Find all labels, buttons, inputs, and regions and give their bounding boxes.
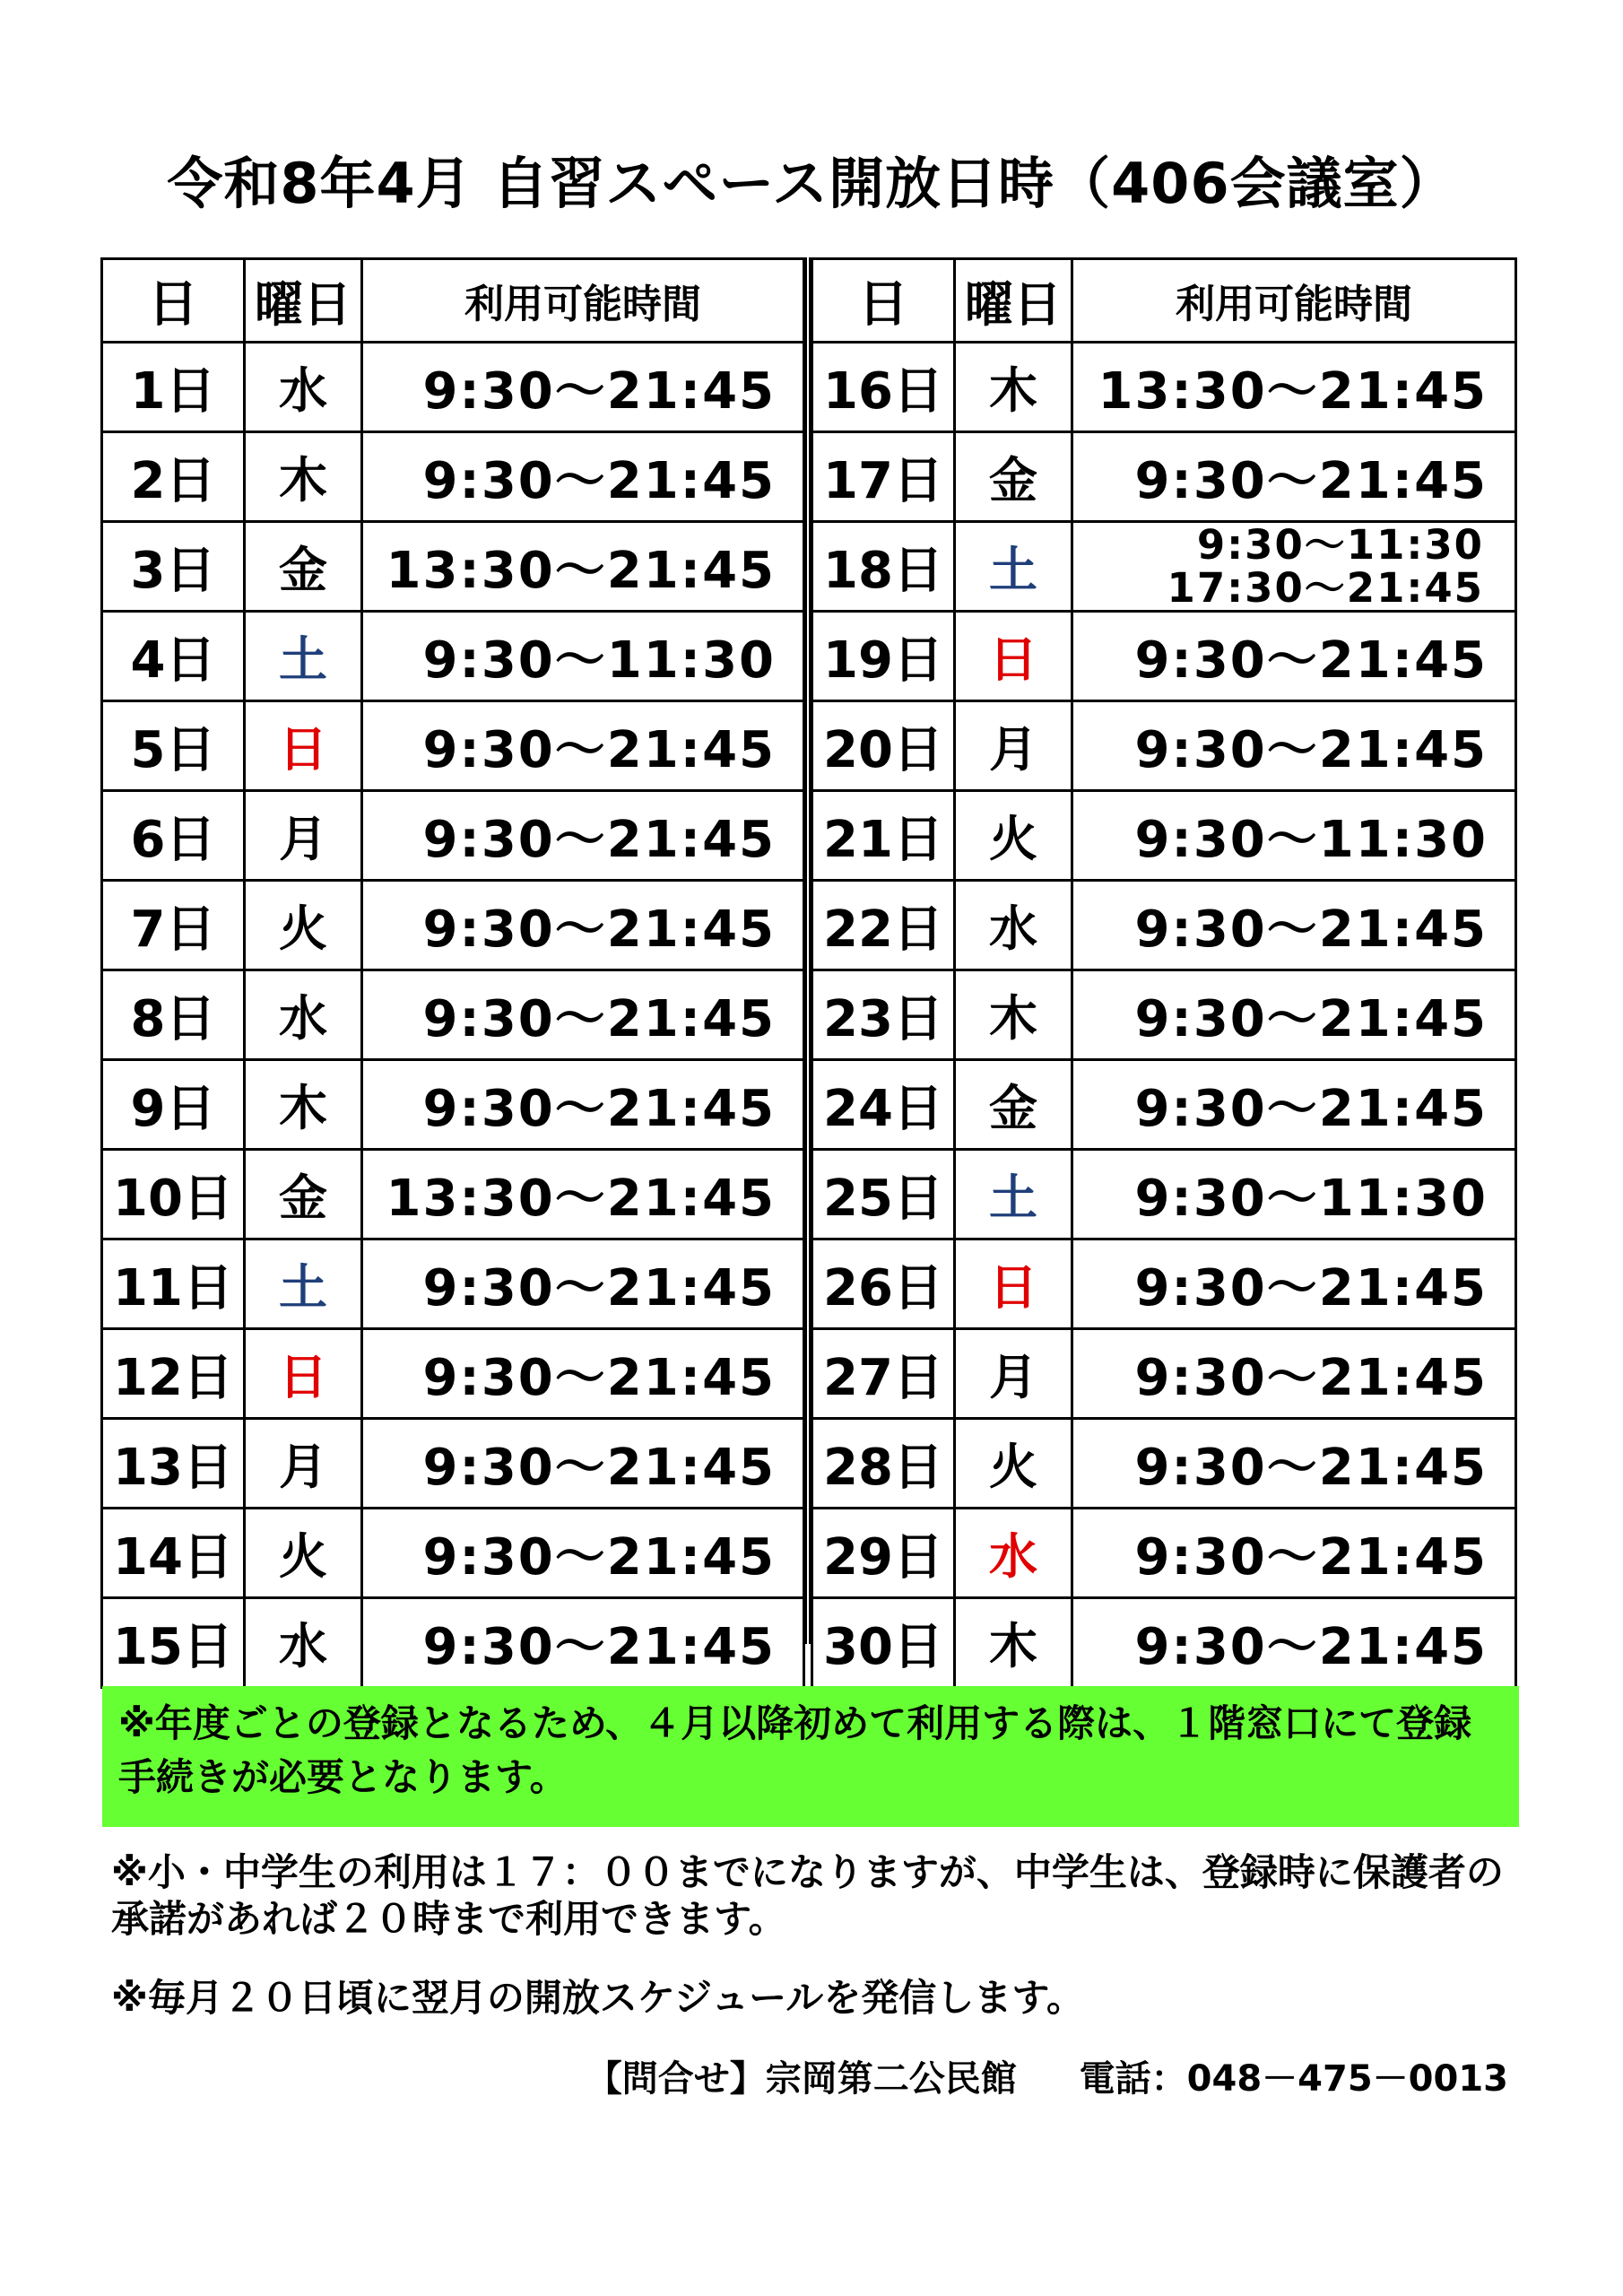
registration-notice: ※年度ごとの登録となるため、４月以降初めて利用する際は、１階窓口にて登録手続きが必要となります。 <box>102 1686 1519 1827</box>
weekday-cell: 月 <box>955 1329 1072 1419</box>
table-row <box>812 343 1516 432</box>
day-cell: 7日 <box>102 881 245 970</box>
table-row <box>102 791 804 881</box>
weekday-cell: 水 <box>245 970 362 1060</box>
table-row <box>812 1329 1516 1419</box>
table-row <box>102 881 804 970</box>
table-row <box>812 970 1516 1060</box>
hours-cell: 9:30～21:45 <box>362 1329 804 1419</box>
hours-cell: 9:30～21:45 <box>1072 970 1516 1060</box>
column-header-hours: 利用可能時間 <box>1072 259 1516 343</box>
day-cell: 6日 <box>102 791 245 881</box>
hours-cell: 13:30～21:45 <box>1072 343 1516 432</box>
hours-text-second: 17:30～21:45 <box>1167 563 1484 612</box>
weekday-cell: 土 <box>245 612 362 701</box>
day-cell: 16日 <box>812 343 955 432</box>
hours-cell: 9:30～21:45 <box>1072 881 1516 970</box>
weekday-cell: 木 <box>955 343 1072 432</box>
weekday-cell: 月 <box>245 791 362 881</box>
hours-cell: 9:30～21:45 <box>362 1598 804 1688</box>
weekday-cell: 金 <box>955 1060 1072 1150</box>
weekday-cell: 火 <box>955 791 1072 881</box>
hours-cell: 9:30～21:45 <box>1072 612 1516 701</box>
hours-cell: 9:30～11:30 <box>1072 791 1516 881</box>
table-row <box>102 1239 804 1329</box>
table-row <box>102 612 804 701</box>
weekday-cell: 木 <box>245 1060 362 1150</box>
hours-cell: 9:30～21:45 <box>362 791 804 881</box>
page-title: 令和8年4月 自習スペース開放日時（406会議室） <box>167 151 1456 216</box>
hours-cell: 9:30～21:45 <box>362 1509 804 1598</box>
day-cell: 27日 <box>812 1329 955 1419</box>
weekday-cell: 日 <box>955 612 1072 701</box>
day-cell: 25日 <box>812 1150 955 1239</box>
day-cell: 4日 <box>102 612 245 701</box>
day-cell: 11日 <box>102 1239 245 1329</box>
table-row <box>812 1419 1516 1509</box>
table-row <box>102 1329 804 1419</box>
hours-cell: 9:30～21:45 <box>1072 432 1516 522</box>
schedule-table-left <box>100 257 805 1689</box>
table-row <box>102 432 804 522</box>
day-cell: 13日 <box>102 1419 245 1509</box>
hours-cell: 9:30～21:45 <box>1072 1509 1516 1598</box>
weekday-cell: 火 <box>955 1419 1072 1509</box>
hours-cell: 9:30～21:45 <box>1072 1239 1516 1329</box>
table-row <box>102 343 804 432</box>
day-cell: 20日 <box>812 701 955 791</box>
schedule-notice: ※毎月２０日頃に翌月の開放スケジュールを発信します。 <box>111 1976 1084 2020</box>
day-cell: 23日 <box>812 970 955 1060</box>
weekday-cell: 土 <box>955 1150 1072 1239</box>
schedule-table-right <box>811 257 1517 1689</box>
column-header-hours: 利用可能時間 <box>362 259 804 343</box>
table-row <box>812 881 1516 970</box>
hours-cell <box>1072 522 1516 612</box>
day-cell: 1日 <box>102 343 245 432</box>
day-cell: 17日 <box>812 432 955 522</box>
weekday-cell: 土 <box>955 522 1072 612</box>
hours-cell: 13:30～21:45 <box>362 522 804 612</box>
weekday-cell: 水 <box>955 1509 1072 1598</box>
weekday-cell: 土 <box>245 1239 362 1329</box>
weekday-cell: 水 <box>245 1598 362 1688</box>
hours-cell: 9:30～21:45 <box>362 432 804 522</box>
day-cell: 26日 <box>812 1239 955 1329</box>
schedule-table <box>100 257 1517 1676</box>
day-cell: 19日 <box>812 612 955 701</box>
day-cell: 29日 <box>812 1509 955 1598</box>
table-row <box>102 970 804 1060</box>
table-row <box>102 1509 804 1598</box>
hours-cell: 9:30～21:45 <box>362 343 804 432</box>
day-cell: 10日 <box>102 1150 245 1239</box>
weekday-cell: 金 <box>955 432 1072 522</box>
table-header-row <box>102 259 804 343</box>
column-header-day: 日 <box>812 259 955 343</box>
table-row <box>102 1419 804 1509</box>
contact-phone: 電話：048－475－0013 <box>1079 2058 1508 2100</box>
student-notice: ※小・中学生の利用は１７：００までになりますが、中学生は、登録時に保護者の承諾があれば２０時まで利用できます。 <box>111 1850 1504 1941</box>
table-row <box>812 1150 1516 1239</box>
weekday-cell: 火 <box>245 881 362 970</box>
table-row <box>102 522 804 612</box>
table-row <box>812 791 1516 881</box>
table-row <box>102 1150 804 1239</box>
day-cell: 2日 <box>102 432 245 522</box>
weekday-cell: 木 <box>955 1598 1072 1688</box>
hours-text: 9:30～11:30 <box>1196 520 1484 569</box>
column-header-weekday: 曜日 <box>955 259 1072 343</box>
weekday-cell: 木 <box>955 970 1072 1060</box>
hours-cell: 9:30～21:45 <box>362 1239 804 1329</box>
column-header-weekday: 曜日 <box>245 259 362 343</box>
contact-info <box>586 2052 1508 2106</box>
day-cell: 18日 <box>812 522 955 612</box>
table-row <box>812 1598 1516 1688</box>
day-cell: 5日 <box>102 701 245 791</box>
weekday-cell: 月 <box>955 701 1072 791</box>
weekday-cell: 火 <box>245 1509 362 1598</box>
table-row <box>812 701 1516 791</box>
day-cell: 24日 <box>812 1060 955 1150</box>
table-row <box>812 432 1516 522</box>
table-row <box>812 1239 1516 1329</box>
day-cell: 15日 <box>102 1598 245 1688</box>
hours-cell: 9:30～21:45 <box>362 1060 804 1150</box>
table-row <box>102 701 804 791</box>
day-cell: 14日 <box>102 1509 245 1598</box>
weekday-cell: 木 <box>245 432 362 522</box>
column-header-day: 日 <box>102 259 245 343</box>
hours-cell: 9:30～21:45 <box>362 970 804 1060</box>
day-cell: 22日 <box>812 881 955 970</box>
weekday-cell: 日 <box>245 1329 362 1419</box>
table-row <box>102 1060 804 1150</box>
weekday-cell: 金 <box>245 1150 362 1239</box>
contact-label: 【問合せ】宗岡第二公民館 <box>586 2058 1017 2100</box>
weekday-cell: 金 <box>245 522 362 612</box>
weekday-cell: 日 <box>245 701 362 791</box>
hours-cell: 9:30～21:45 <box>1072 1329 1516 1419</box>
hours-cell: 9:30～11:30 <box>1072 1150 1516 1239</box>
table-row <box>102 1598 804 1688</box>
hours-cell: 9:30～21:45 <box>1072 1598 1516 1688</box>
hours-cell: 9:30～21:45 <box>1072 701 1516 791</box>
day-cell: 28日 <box>812 1419 955 1509</box>
table-row <box>812 1509 1516 1598</box>
day-cell: 3日 <box>102 522 245 612</box>
hours-cell: 9:30～21:45 <box>362 701 804 791</box>
day-cell: 21日 <box>812 791 955 881</box>
hours-cell: 9:30～21:45 <box>362 1419 804 1509</box>
hours-cell: 9:30～21:45 <box>1072 1060 1516 1150</box>
hours-cell: 9:30～21:45 <box>1072 1419 1516 1509</box>
table-row <box>812 612 1516 701</box>
hours-cell: 13:30～21:45 <box>362 1150 804 1239</box>
table-header-row <box>812 259 1516 343</box>
day-cell: 9日 <box>102 1060 245 1150</box>
hours-cell: 9:30～11:30 <box>362 612 804 701</box>
day-cell: 30日 <box>812 1598 955 1688</box>
weekday-cell: 水 <box>245 343 362 432</box>
table-row <box>812 522 1516 612</box>
hours-cell: 9:30～21:45 <box>362 881 804 970</box>
day-cell: 12日 <box>102 1329 245 1419</box>
weekday-cell: 水 <box>955 881 1072 970</box>
day-cell: 8日 <box>102 970 245 1060</box>
schedule-body-right <box>812 343 1516 1688</box>
weekday-cell: 日 <box>955 1239 1072 1329</box>
schedule-body-left <box>102 343 804 1688</box>
table-row <box>812 1060 1516 1150</box>
weekday-cell: 月 <box>245 1419 362 1509</box>
